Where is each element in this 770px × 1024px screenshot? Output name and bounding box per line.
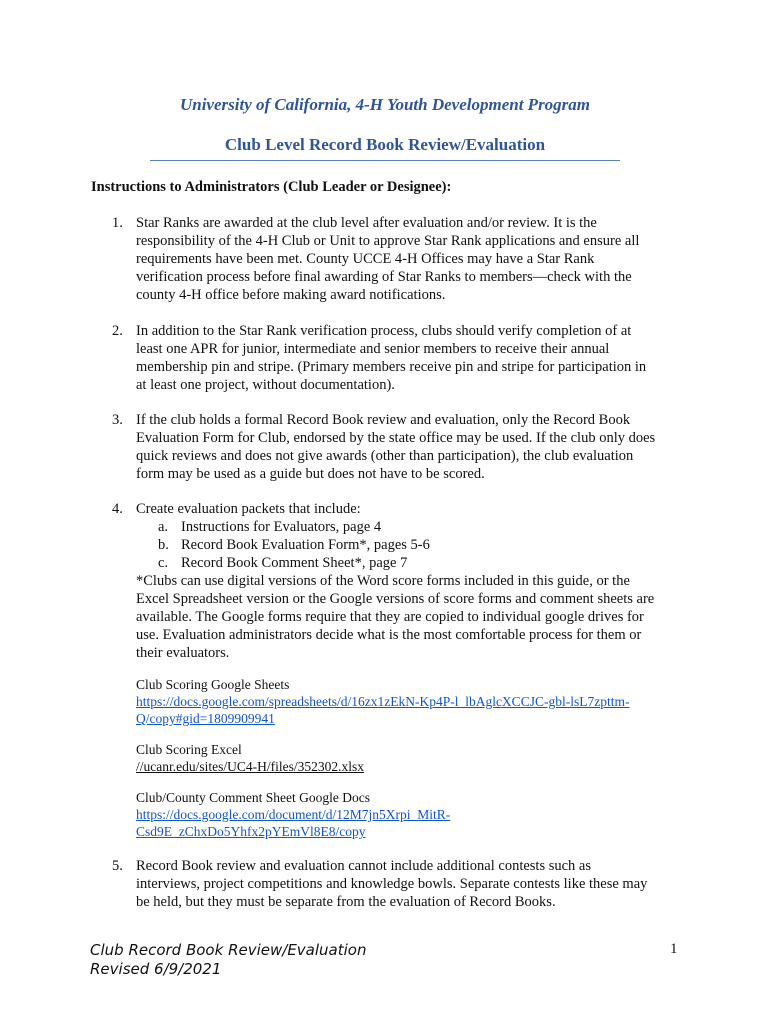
instructions-heading: Instructions to Administrators (Club Leader or Designee): [91, 179, 452, 195]
link-label: Club Scoring Google Sheets [136, 677, 290, 692]
sub-item [136, 554, 684, 572]
link-block-excel [136, 741, 684, 775]
google-docs-link[interactable]: https://docs.google.com/document/d/12M7jn5Xrpi_MitR- [136, 807, 451, 822]
item-line: verification process before final awarding of Star Ranks to members—check with the [136, 269, 632, 285]
title-divider [150, 160, 620, 161]
item-line: least one APR for junior, intermediate and senior members to receive their annual [136, 341, 610, 357]
sub-item-text: Record Book Comment Sheet*, page 7 [181, 555, 408, 571]
note-line: their evaluators. [136, 645, 230, 661]
item-line: interviews, project competitions and knowledge bowls. Separate contests like these may [136, 876, 648, 892]
item-number: 2. [112, 323, 123, 339]
footer [90, 941, 366, 979]
item-body [136, 411, 684, 483]
item-lead: Create evaluation packets that include: [136, 501, 361, 517]
item-body [136, 214, 684, 304]
item-line: form may be used as a guide but does not have to be scored. [136, 466, 485, 482]
item-line: quick reviews and does not give awards (other than participation), the club evaluation [136, 448, 634, 464]
footer-doc-title: Club Record Book Review/Evaluation [90, 941, 367, 959]
google-sheets-link[interactable]: https://docs.google.com/spreadsheets/d/16zx1zEkN-Kp4P-l_lbAglcXCCJC-gbl-lsL7zpttm- [136, 694, 630, 709]
item-line: be held, but they must be separate from the evaluation of Record Books. [136, 894, 556, 910]
item-line: membership pin and stripe. (Primary members receive pin and stripe for participation in [136, 359, 647, 375]
sub-item-text: Record Book Evaluation Form*, pages 5-6 [181, 537, 430, 553]
item-line: requirements have been met. County UCCE 4-H Offices may have a Star Rank [136, 251, 595, 267]
note-line: use. Evaluation administrators decide what is the most comfortable process for them or [136, 627, 642, 643]
footer-revised: Revised 6/9/2021 [90, 960, 222, 978]
item-line: at least one project, without documentation). [136, 377, 395, 393]
item-number: 1. [112, 215, 123, 231]
item-body [136, 857, 684, 911]
item-number: 4. [112, 501, 123, 517]
item-body [136, 500, 684, 840]
note-line: Excel Spreadsheet version or the Google versions of score forms and comment sheets are [136, 591, 655, 607]
item-line: county 4-H office before making award notifications. [136, 287, 446, 303]
item-number: 5. [112, 858, 123, 874]
item-line: Star Ranks are awarded at the club level after evaluation and/or review. It is the [136, 215, 597, 231]
page-number: 1 [670, 941, 678, 957]
sub-item [136, 518, 684, 536]
link-label: Club Scoring Excel [136, 742, 242, 757]
link-block-google-sheets [136, 676, 684, 727]
sub-item-text: Instructions for Evaluators, page 4 [181, 519, 382, 535]
document-title: Club Level Record Book Review/Evaluation [224, 135, 546, 154]
item-line: Evaluation Form for Club, endorsed by the state office may be used. If the club only does [136, 430, 656, 446]
item-number: 3. [112, 412, 123, 428]
item-line: If the club holds a formal Record Book review and evaluation, only the Record Book [136, 412, 631, 428]
note-line: available. The Google forms require that they are copied to individual google drives for [136, 609, 644, 625]
note-line: *Clubs can use digital versions of the Word score forms included in this guide, or the [136, 573, 630, 589]
item-line: responsibility of the 4-H Club or Unit to approve Star Rank applications and ensure all [136, 233, 640, 249]
link-block-google-docs [136, 789, 684, 840]
item-line: Record Book review and evaluation cannot include additional contests such as [136, 858, 592, 874]
google-docs-link-cont[interactable]: Csd9E_zChxDo5Yhfx2pYEmVl8E8/copy [136, 824, 366, 839]
item-line: In addition to the Star Rank verification process, clubs should verify completion of at [136, 323, 632, 339]
google-sheets-link-cont[interactable]: Q/copy#gid=1809909941 [136, 711, 275, 726]
item-body [136, 322, 684, 394]
sub-item-letter: c. [158, 555, 169, 571]
link-label: Club/County Comment Sheet Google Docs [136, 790, 370, 805]
program-heading: University of California, 4-H Youth Development Program [179, 95, 591, 114]
sub-item-letter: a. [158, 519, 169, 535]
excel-link[interactable]: //ucanr.edu/sites/UC4-H/files/352302.xlsx [136, 759, 364, 774]
sub-item [136, 536, 684, 554]
sub-item-letter: b. [158, 537, 169, 553]
